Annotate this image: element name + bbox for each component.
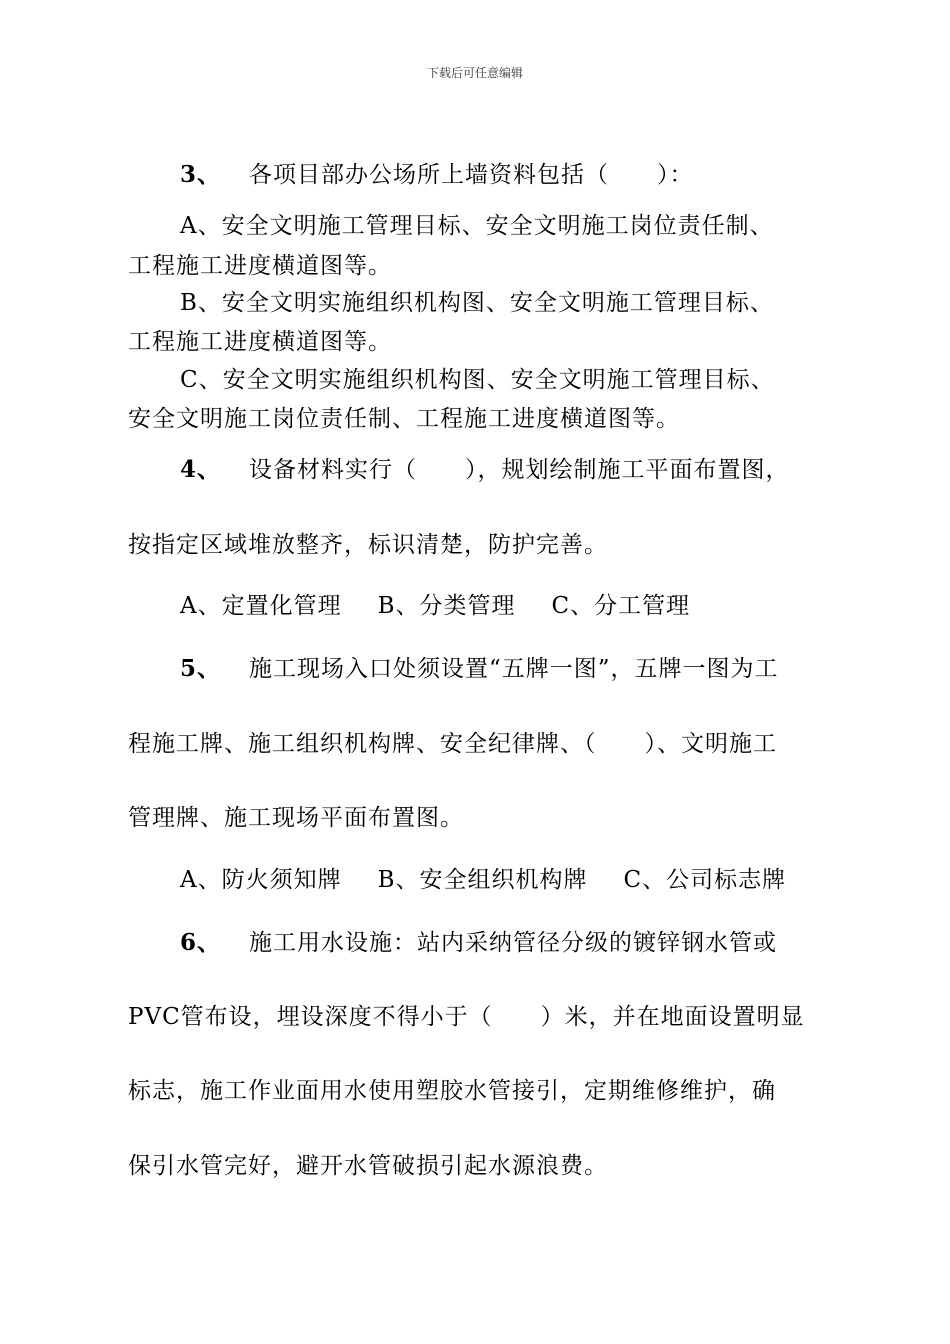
question-6-number: 6、 <box>180 929 222 956</box>
question-4-stem-line1 <box>180 455 880 485</box>
question-4-options <box>180 591 880 621</box>
question-3-option-a-line2: 工程施工进度横道图等。 <box>128 253 392 279</box>
question-6-stem-line4: 保引水管完好，避开水管破损引起水源浪费。 <box>128 1153 608 1179</box>
question-3-option-c-line2: 安全文明施工岗位责任制、工程施工进度横道图等。 <box>128 406 680 432</box>
question-4-text: 设备材料实行（ ），规划绘制施工平面布置图， <box>249 457 790 483</box>
question-3-option-a-line1: A、安全文明施工管理目标、安全文明施工岗位责任制、 <box>180 213 774 239</box>
question-6-stem-line2: PVC管布设，埋设深度不得小于（ ）米，并在地面设置明显 <box>128 1004 805 1030</box>
question-5-text: 施工现场入口处须设置“五牌一图”，五牌一图为工 <box>249 656 779 682</box>
question-3-number: 3、 <box>180 161 222 188</box>
question-3-text: 各项目部办公场所上墙资料包括（ ）： <box>249 162 694 188</box>
question-6-stem-line3: 标志，施工作业面用水使用塑胶水管接引，定期维修维护，确 <box>128 1078 776 1104</box>
question-4-option-c: C、分工管理 <box>551 593 691 619</box>
question-5-stem-line1 <box>180 654 880 684</box>
question-5-stem-line2: 程施工牌、施工组织机构牌、安全纪律牌、（ ）、文明施工 <box>128 731 777 757</box>
question-3-option-b-line1: B、安全文明实施组织机构图、安全文明施工管理目标、 <box>180 290 774 316</box>
question-5-stem-line3: 管理牌、施工现场平面布置图。 <box>128 805 464 831</box>
question-6-stem-line1 <box>180 928 880 958</box>
question-5-number: 5、 <box>180 655 222 682</box>
question-3-option-b-line2: 工程施工进度横道图等。 <box>128 329 392 355</box>
question-5-option-b: B、安全组织机构牌 <box>377 867 588 893</box>
question-5-option-c: C、公司标志牌 <box>623 867 787 893</box>
question-3-stem <box>180 160 880 190</box>
header-watermark: 下载后可任意编辑 <box>426 66 523 80</box>
question-4-stem-line2: 按指定区域堆放整齐，标识清楚，防护完善。 <box>128 532 608 558</box>
question-4-option-b: B、分类管理 <box>377 593 516 619</box>
question-5-option-a: A、防火须知牌 <box>180 867 342 893</box>
question-4-number: 4、 <box>180 456 222 483</box>
question-5-options <box>180 865 880 895</box>
question-4-option-a: A、定置化管理 <box>180 593 342 619</box>
question-3-option-c-line1: C、安全文明实施组织机构图、安全文明施工管理目标、 <box>180 367 775 393</box>
question-6-text: 施工用水设施：站内采纳管径分级的镀锌钢水管或 <box>249 930 778 956</box>
